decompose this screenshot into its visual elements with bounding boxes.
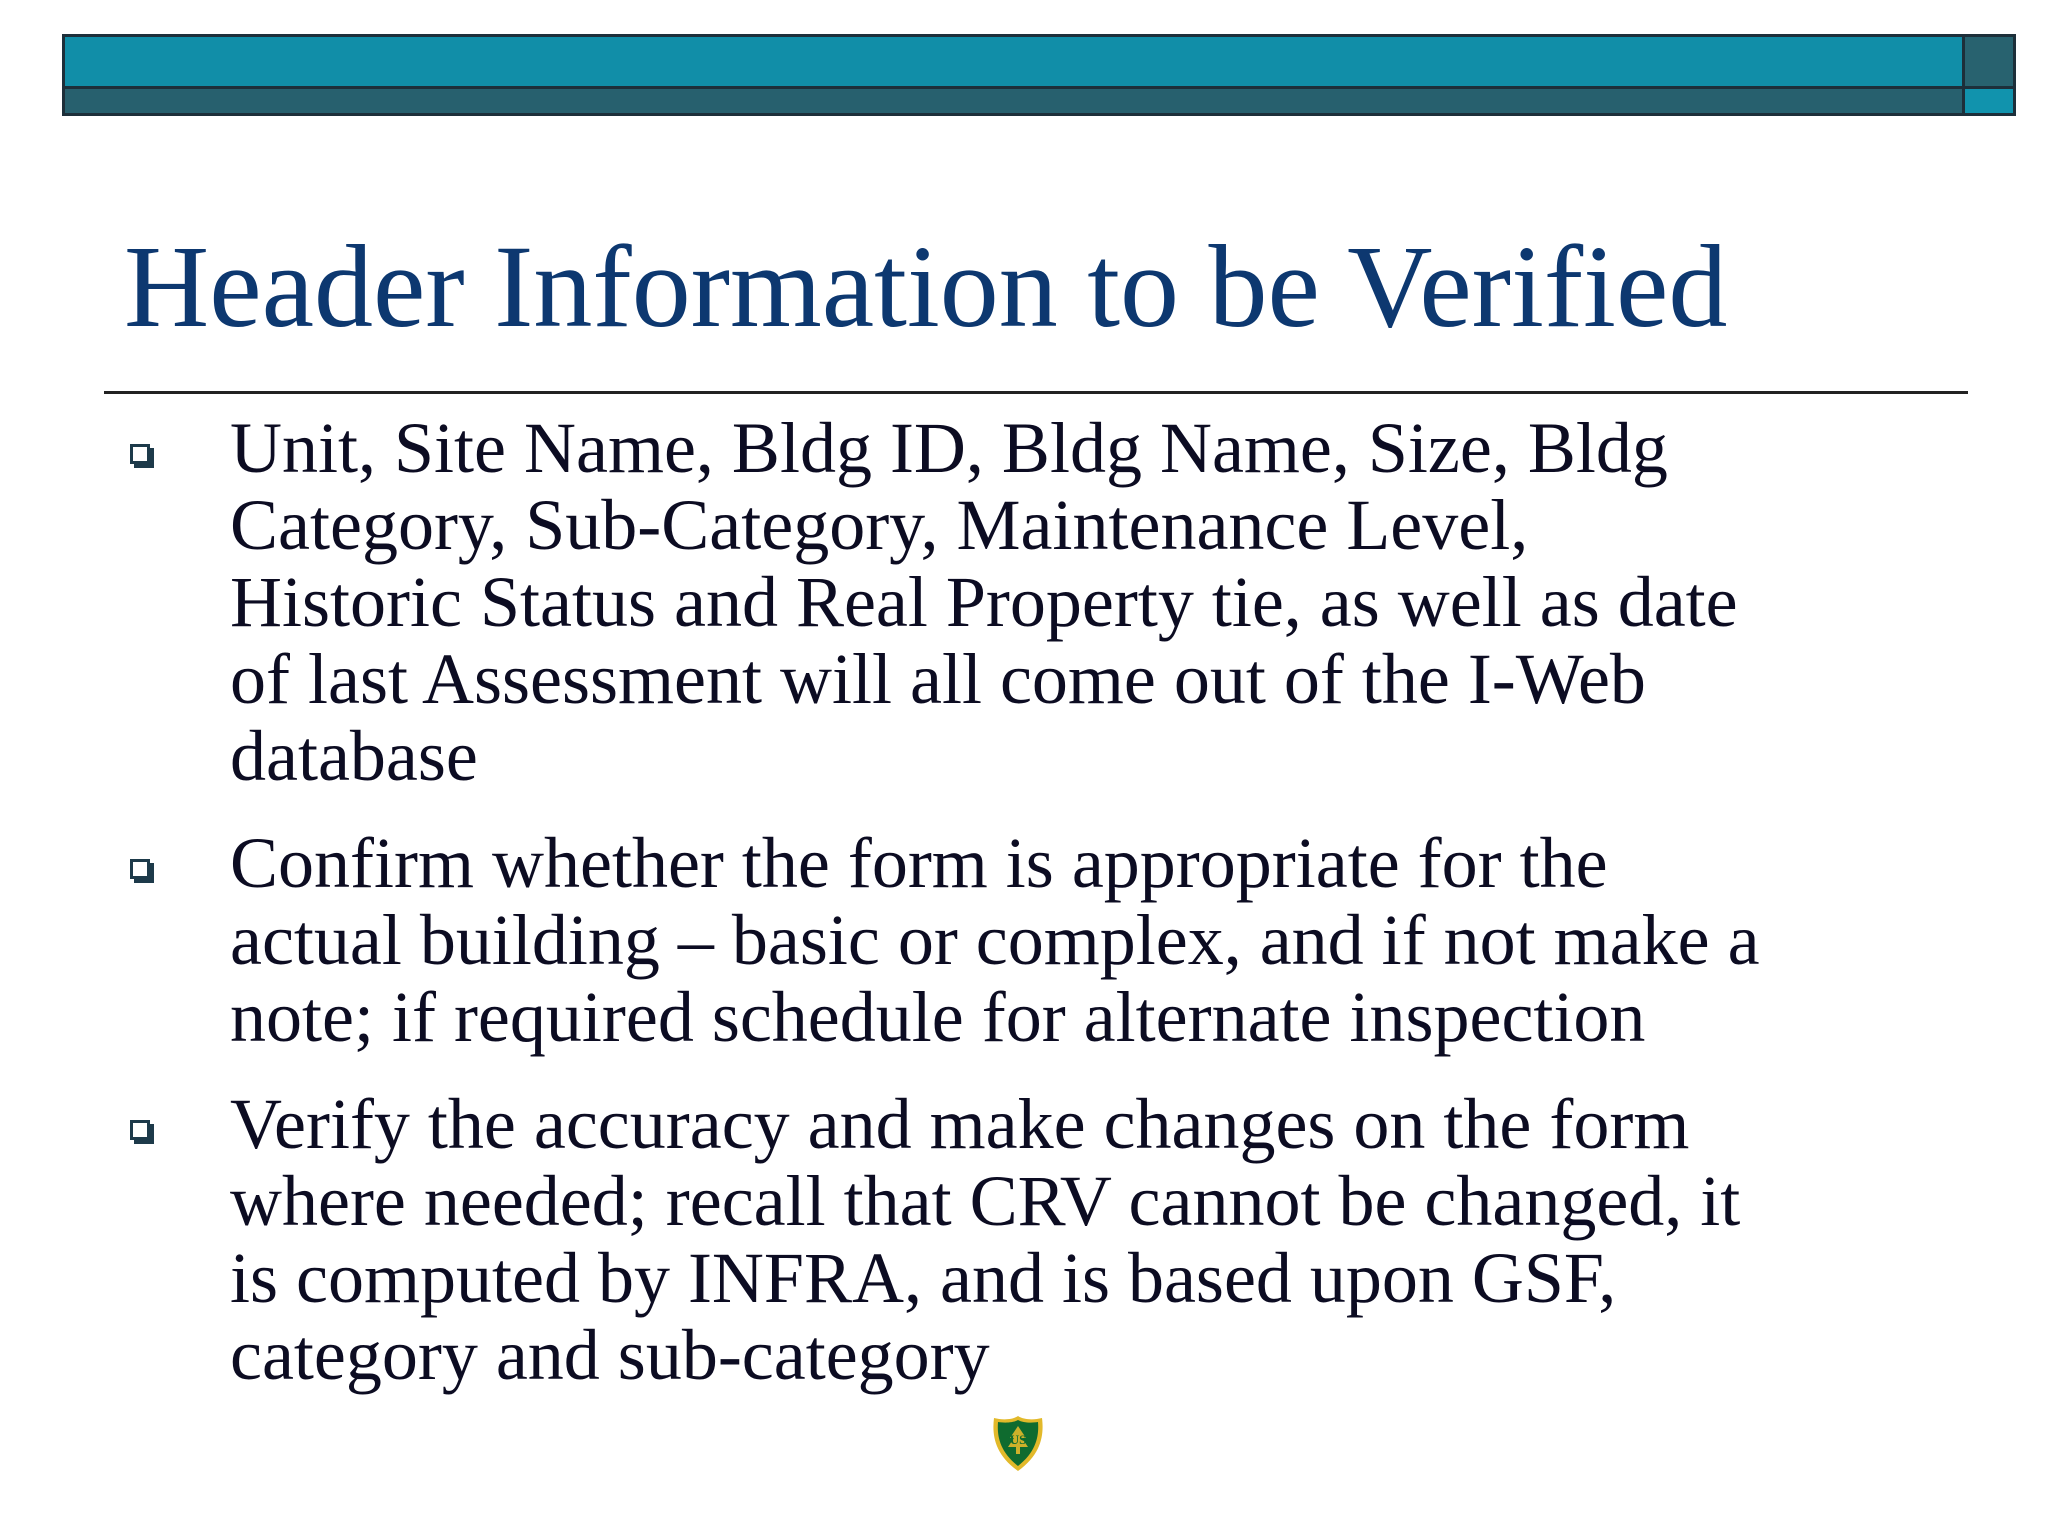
- band-lower-stripe: [65, 89, 1965, 113]
- band-corner-upper-block: [1962, 37, 2013, 89]
- us-forest-service-shield-icon: [990, 1414, 1046, 1474]
- title-divider: [104, 391, 1968, 394]
- square-bullet-icon: [130, 859, 150, 879]
- bullet-text: Unit, Site Name, Bldg ID, Bldg Name, Size, Bldg Category, Sub-Category, Maintenance Level, Historic Status and Real Property tie, as well as date of last Assessment will all come out of the I-Web database: [230, 408, 1738, 796]
- band-corner-lower-block: [1962, 89, 2013, 113]
- bullet-item: [124, 1086, 1984, 1394]
- bullet-list: [124, 410, 1984, 1424]
- bullet-text: Verify the accuracy and make changes on the form where needed; recall that CRV cannot be changed, it is computed by INFRA, and is based upon GSF, category and sub-category: [230, 1084, 1741, 1395]
- bullet-text: Confirm whether the form is appropriate for the actual building – basic or complex, and if not make a note; if required schedule for alternate inspection: [230, 823, 1760, 1057]
- slide-title: Header Information to be Verified: [124, 221, 1728, 352]
- square-bullet-icon: [130, 1120, 150, 1140]
- square-bullet-icon: [130, 444, 150, 464]
- top-decorative-band: [62, 34, 2016, 116]
- band-upper-stripe: [65, 37, 1965, 89]
- bullet-item: [124, 410, 1984, 795]
- svg-text:US: US: [1009, 1432, 1027, 1447]
- bullet-item: [124, 825, 1984, 1056]
